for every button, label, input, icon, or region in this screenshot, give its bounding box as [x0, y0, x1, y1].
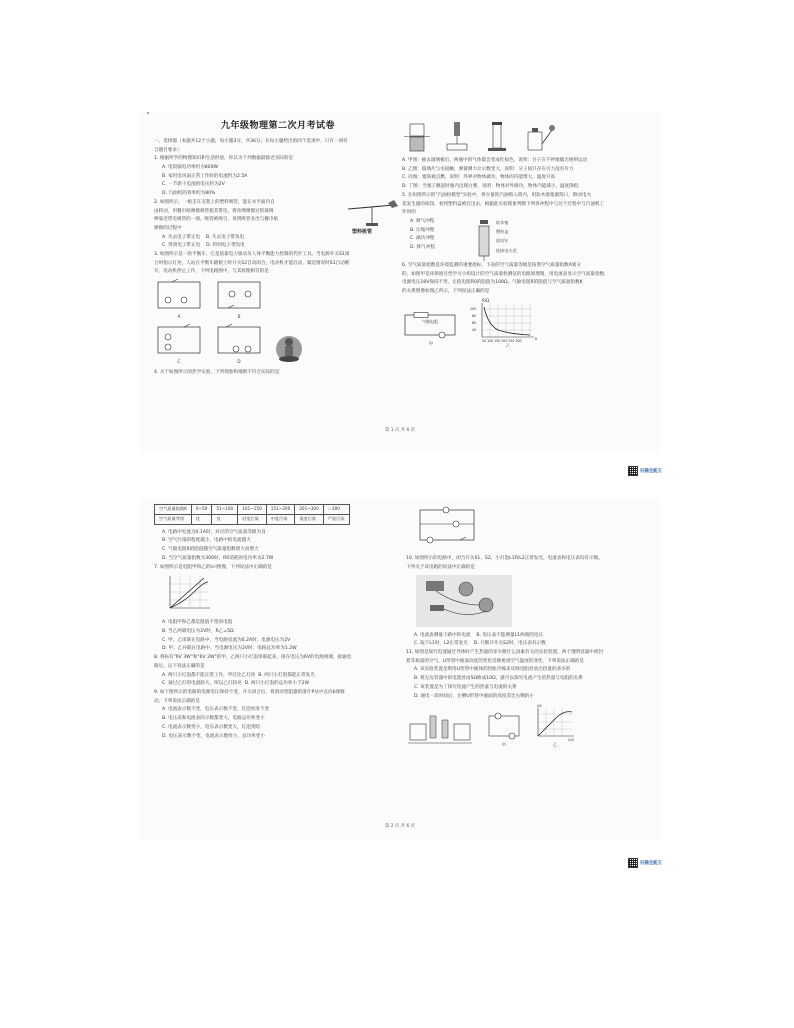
option: A. 失去电子带正电 B. 失去电子带负电 [162, 234, 245, 240]
question-8-line: 路后，以下说法正确的是 [154, 663, 205, 669]
table-cell: ＞300 [323, 505, 349, 515]
straw-figure [344, 199, 400, 251]
question-2-line: 棒靠近带电吸管的一端，吸管被吸引，说明吸管多出与餐巾纸 [154, 217, 279, 223]
scanner-watermark [628, 466, 662, 475]
option: C. 通过乙灯的电流较大，所以乙灯较亮 D. 两只小灯泡的总功率小于2W [162, 681, 310, 687]
option: D. 通电一段时间后，左侧U形管中液面的高度差比右侧的小 [414, 693, 535, 699]
option: C. 做功冲程 [410, 236, 435, 242]
sensor-label: 气敏电阻 [422, 318, 438, 324]
question-6-figures [402, 297, 652, 347]
graph-axis-y: R/Ω [482, 298, 490, 304]
table-cell: 空气质量等级 [155, 514, 192, 524]
option: C. 甲、乙串联在电路中，当电路电流为0.2A时，电源电压为2V [162, 637, 291, 643]
option: D. 当空气质量指数为300时，R0消耗的电功率为2.7W [162, 555, 274, 561]
x-ticks: 50 100 150 200 250 300 [482, 339, 522, 344]
page-1-left-column [154, 112, 402, 377]
option: A. 电阻甲和乙都是阻值不变的电阻 [162, 620, 233, 626]
option: D. 电压表示数不变，电流表示数变小，总功率变小 [162, 733, 265, 739]
q12-circuit [486, 712, 522, 749]
page-number: 第 2 页 共 6 页 [384, 824, 416, 829]
exam-page-2 [140, 498, 660, 840]
spring-scale-figure [442, 120, 472, 154]
question-2-line: 由转动，用餐巾纸摩擦吸管使其带电，将丝绸摩擦过的玻璃 [154, 208, 274, 214]
gas-jar-figure [402, 120, 432, 154]
question-6-line: 的关系图像如图乙所示，下列说法正确的是 [402, 289, 490, 295]
option: A. 电路中电流为0.1A时，对应的空气质量等级为良 [162, 529, 266, 535]
option: A. 电饭锅电功率约为800W [162, 165, 219, 171]
option: B. 电压表和电流表的示数都变大，电路总功率变小 [162, 716, 265, 722]
table-cell: 空气质量指数K [155, 505, 192, 515]
question-5-line: 5. 在如图所示的"汽油机模型"实验中，将少量的汽油喷入筒内，用软木塞塞紧筒口，揿动电火 [402, 192, 592, 198]
option: D. 汽油机的效率约为80% [162, 191, 216, 197]
question-8-line: 8. 将标有"6V 3W"和"6V 2W"的甲、乙两只小灯泡串联起来，接在电压为6V的电源两端，接通电 [154, 655, 352, 661]
question-6-line: 的，如图甲是环保项目性学习小组设计的空气质量检测仪的电路原理图，用电流表显示空气质量指数， [402, 271, 609, 277]
option: C. 取下L1时，L2正常发光 D. 只断开开关S2时，电压表有示数 [414, 641, 546, 647]
label-cork: 软木塞 [495, 219, 509, 225]
question-6-line: 电源电压18V保持不变，定值电阻R0的阻值为100Ω，气敏电阻R的阻值与空气质量指数K [402, 280, 583, 286]
question-5-line: 作时的 [402, 210, 416, 216]
option: D. 甲、乙并联在电路中，当电源电压为2V时，电路总功率为1.2W [162, 646, 297, 652]
y-tick: 80 [472, 314, 477, 319]
balance-scooter-photo [274, 332, 304, 366]
question-10-line: 10. 如图所示的电路中，闭合开关S1、S2，小灯泡L1和L2正常发光，电流表和电压表均有示数。 [406, 556, 603, 562]
q10-circuit-figure [416, 506, 480, 546]
q12-graph [532, 702, 578, 749]
scanner-watermark [628, 858, 662, 867]
option: C. 气敏电阻R的阻值随空气质量指数增大而增大 [162, 547, 259, 553]
figure-caption: 乙 [506, 343, 510, 348]
circuit-b [214, 278, 264, 321]
table-cell: 中度污染 [266, 514, 295, 524]
sensor-circuit-figure [402, 311, 460, 348]
exam-page-1 [140, 112, 660, 452]
table-cell: 0~50 [191, 505, 212, 515]
option: B. 当乙两端电压为2V时，R乙=5Ω [162, 629, 234, 635]
label-plastic-box: 塑料盒 [495, 229, 509, 235]
q4-option: C. 丙图：塞筒被点燃，说明：外界对物体做功，物体的内能增大，温度升高 [402, 175, 556, 181]
table-cell: 轻度污染 [238, 514, 267, 524]
graph-axis-x: K [535, 337, 538, 342]
scanner-watermark-text: 扫描全能王 [640, 468, 662, 474]
question-10-line: 下列关于该电路的说法中正确的是 [406, 564, 475, 570]
graph-axis-y: I/A [537, 703, 542, 708]
engine-model-figure [475, 218, 517, 262]
table-cell: 重度污染 [295, 514, 324, 524]
question-2-line: 2. 如图所示，一根支在支架上的塑料吸管，能在水平面内自 [154, 199, 275, 205]
option: D. 排气冲程 [410, 245, 435, 251]
graph-axis-x: U/V [568, 737, 574, 742]
page-number: 第 1 页 共 6 页 [384, 428, 416, 433]
figure-caption: 甲 [501, 741, 507, 747]
figure-caption: 甲 [428, 340, 434, 346]
y-tick: 60 [472, 321, 477, 326]
question-5-line: 花发生器的按钮，看到塑料盒被打出去，根据此实验现象判断下列各冲程中与这个过程中与汽油机工 [402, 201, 605, 207]
page-1-right-column [402, 118, 652, 350]
question-4-stem: 4. 关于如图所示的热学实验，下列现象和推断不符合实际的是 [154, 369, 280, 375]
option: A. 两只小灯泡都不能正常工作，甲灯比乙灯亮 B. 两只小灯泡都能正常发光 [162, 672, 315, 678]
question-3-circuits [154, 323, 402, 366]
table-cell: 优 [191, 514, 212, 524]
table-row [155, 505, 350, 515]
option: B. 压缩冲程 [410, 227, 435, 233]
option: A. 吸气冲程 [410, 218, 435, 224]
label-spark-needle: 放电针 [495, 238, 509, 244]
option: C. 电流表示数变小，电压表示数变大，灯泡变暗 [162, 724, 261, 730]
scan-speck [147, 112, 149, 114]
question-3-line: 3. 如图所示是一款平衡车，它是依靠电力驱动及人体平衡能力控制的代步工具。当电源开关S1闭 [154, 252, 350, 258]
circuit-d [214, 323, 264, 366]
label-spark-connector: 连接电火花 [495, 247, 517, 253]
option: B. 将左边容器中的电阻丝由5Ω换成10Ω，就可以探究电流产生的热量与电阻的关系 [414, 676, 583, 682]
question-3-circuits [154, 278, 402, 321]
question-11-12-figures [406, 702, 652, 749]
qr-code-icon [628, 466, 638, 476]
question-11-line: 11. 如图是探究电流通过导体时产生热量的多少跟什么因素有关的实验装置，两个透明容器中密封 [406, 650, 604, 656]
question-9-line: 动，下列说法正确的是 [154, 698, 200, 704]
bottle-stopper-figure [522, 120, 556, 154]
option: C. 该装置是为了探究电流产生的热量与电流的关系 [414, 684, 517, 690]
ui-graph-figure [164, 574, 214, 614]
question-11-line: 着等质量的空气，U形管中液面高度的变化反映密闭空气温度的变化，下列说法正确的是 [406, 658, 584, 664]
table-row [155, 514, 350, 524]
table-cell: 严重污染 [323, 514, 349, 524]
q4-option: A. 甲图：抽去玻璃板后，两瓶中的气体都会变成红棕色，说明：分子在不停地做无规则运动 [402, 158, 588, 163]
heating-containers-figure [406, 710, 476, 748]
scanner-watermark-text: 扫描全能王 [640, 860, 662, 866]
option: C. 得到电子带正电 D. 得到电子带负电 [162, 243, 245, 249]
circuit-c [154, 323, 204, 366]
straw-label: 塑料吸管 [352, 228, 373, 235]
thermal-experiments-figure [402, 120, 652, 154]
question-1-stem: 1. 根据所学的物理知识和生活经验，你认为下列数据最接近实际的是 [154, 156, 294, 162]
qr-code-icon [628, 858, 638, 868]
section-intro: 一、选择题（本题共12个小题，每小题3分，共36分。在每小题给出的四个选项中，只有一项符 [154, 138, 348, 144]
option: A. 该实验装置是利用U形管中液体的热胀冷缩来反映电阻丝放出热量的多少的 [414, 667, 571, 673]
table-cell: 201~300 [295, 505, 324, 515]
page-2-left-column [154, 498, 404, 741]
resistance-graph [470, 297, 540, 347]
question-9-line: 9. 如下图所示的电路的电源电压保持不变，开关闭合后，将滑动变阻器的滑片P从中点向b端移 [154, 690, 345, 695]
circuit-label: C [177, 359, 181, 365]
table-cell: 101~150 [238, 505, 267, 515]
section-intro: 合题目要求） [154, 147, 182, 153]
question-3-line: 合时指示灯亮，人站在平衡车踏板上时开关S2自动闭合，电动机才能启动，紧急情况时S1自动断 [154, 260, 350, 266]
page-2-right-column [406, 506, 652, 751]
circuit-label: D [237, 359, 241, 365]
table-cell: 良 [212, 514, 238, 524]
option: A. 电流表测量干路中的电流 B. 电压表不能测量L1两端的电压 [414, 632, 544, 638]
option: A. 电流表示数不变，电压表示数不变，灯泡亮度不变 [162, 707, 270, 713]
question-3-line: 开，电动机停止工作，下列电路图中，与其原理相符的是 [154, 269, 269, 275]
question-2-block [154, 199, 402, 251]
aqi-table [154, 504, 350, 525]
table-cell: 151~200 [266, 505, 295, 515]
exam-title: 九年级物理第二次月考试卷 [220, 121, 335, 131]
q4-option: B. 乙图：玻璃片与水接触，弹簧测力计示数变大，说明：分子间只存在引力没有斥力 [402, 166, 574, 172]
circuit-label: A [177, 313, 181, 319]
q10-photo [416, 575, 512, 627]
question-2-line: 摩擦的过程中 [154, 225, 182, 231]
figure-caption: 乙 [552, 741, 558, 747]
option: B. 空气污染的程度越小，电路中的电流越大 [162, 538, 251, 544]
y-tick: 40 [472, 328, 477, 333]
table-cell: 51~100 [212, 505, 238, 515]
question-5-block [402, 218, 652, 262]
option: C. 一节新干电池的电压约为2V [162, 182, 225, 188]
y-tick: 100 [470, 307, 477, 312]
question-6-line: 6. 空气质量指数是环境监测的重要指标，下表的空气质量等级是按照空气质量指数A划分 [402, 262, 581, 268]
question-7-stem: 7. 如图所示是电阻甲和乙的U-I图像，下列说法中正确的是 [154, 564, 272, 570]
circuit-a [154, 278, 204, 321]
q4-option: D. 丁图：当塞子跳起时瓶内出现白雾，说明：物体对外做功，物体内能减小，温度降低 [402, 184, 579, 190]
circuit-label: B [237, 313, 241, 319]
piston-cylinder-figure [482, 120, 512, 154]
option: B. 家用电风扇正常工作时的电流约为2.5A [162, 173, 248, 179]
